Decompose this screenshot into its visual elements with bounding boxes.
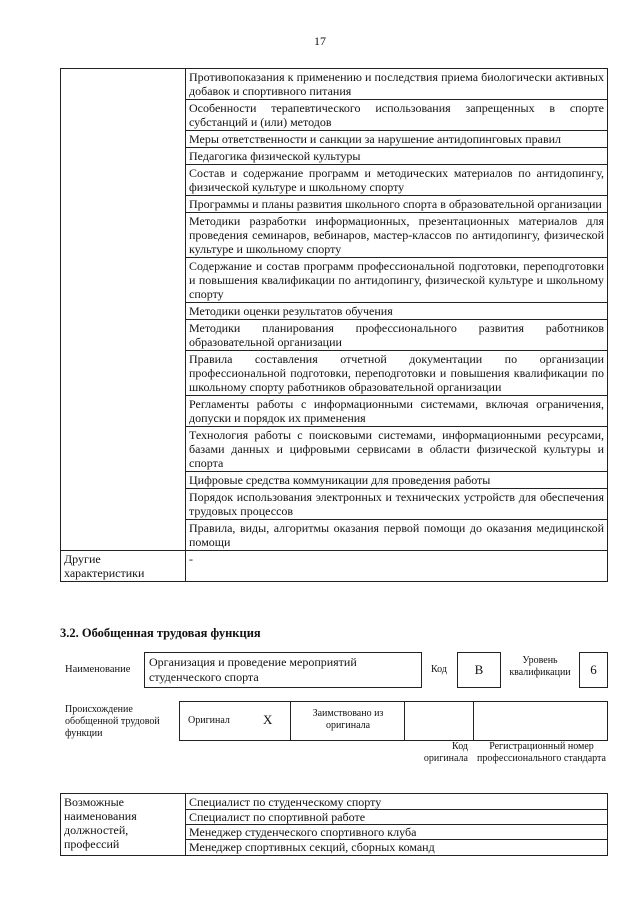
- positions-table: [60, 793, 608, 856]
- code-original-label: Код оригинала: [423, 741, 468, 764]
- origin-label: Происхождение обобщенной трудовой функции: [65, 704, 160, 739]
- original-mark: X: [263, 712, 273, 727]
- other-value: -: [186, 551, 608, 582]
- naming-value: Организация и проведение мероприятий студенческого спорта: [144, 652, 422, 688]
- position-item: Специалист по спортивной работе: [186, 810, 607, 825]
- other-label: Другие характеристики: [61, 551, 186, 582]
- knowledge-table: [60, 68, 608, 582]
- knowledge-item: Правила составления отчетной документации по организации профессиональной подготовки, переподготовки и повышения квалификации по школьному спорту работников образовательной организации: [186, 351, 608, 396]
- naming-row: [60, 652, 608, 690]
- level-label: Уровень квалификации: [509, 655, 571, 678]
- borrowed-label: Заимствовано из оригинала: [312, 708, 384, 731]
- knowledge-item: Правила, виды, алгоритмы оказания первой помощи до оказания медицинской помощи: [186, 520, 608, 551]
- knowledge-item: Методики разработки информационных, презентационных материалов для проведения семинаров, вебинаров, мастер-классов по антидопингу, физической культуре и школьному спорту: [186, 213, 608, 258]
- knowledge-item: Программы и планы развития школьного спорта в образовательной организации: [186, 196, 608, 213]
- original-label: Оригинал: [188, 715, 230, 726]
- code-label: Код: [431, 664, 447, 675]
- knowledge-item: Состав и содержание программ и методических материалов по антидопингу, физической культуре и школьному спорту: [186, 165, 608, 196]
- knowledge-item: Противопоказания к применению и последствия приема биологически активных добавок и спортивного питания: [186, 69, 608, 100]
- knowledge-item: Регламенты работы с информационными системами, включая ограничения, допуски и порядок их применения: [186, 396, 608, 427]
- position-item: Менеджер спортивных секций, сборных команд: [189, 840, 435, 854]
- knowledge-item: Особенности терапевтического использования запрещенных в спорте субстанций и (или) методов: [186, 100, 608, 131]
- positions-list: [186, 794, 608, 856]
- position-item: Менеджер студенческого спортивного клуба: [186, 825, 607, 840]
- knowledge-item: Порядок использования электронных и технических устройств для обеспечения трудовых процессов: [186, 489, 608, 520]
- knowledge-item: Цифровые средства коммуникации для проведения работы: [186, 472, 608, 489]
- origin-row: [60, 701, 608, 781]
- origin-box: [179, 701, 405, 741]
- page-number: 17: [314, 34, 326, 48]
- section-title: 3.2. Обобщенная трудовая функция: [60, 626, 261, 640]
- knowledge-item: Методики оценки результатов обучения: [186, 303, 608, 320]
- knowledge-item: Меры ответственности и санкции за нарушение антидопинговых правил: [186, 131, 608, 148]
- code-value: B: [457, 652, 501, 688]
- reg-number-box: [473, 701, 608, 741]
- level-value: 6: [579, 652, 608, 688]
- reg-number-label: Регистрационный номер профессионального стандарта: [477, 741, 606, 764]
- knowledge-item: Педагогика физической культуры: [186, 148, 608, 165]
- knowledge-item: Технология работы с поисковыми системами, информационными ресурсами, базами данных и цифровыми сервисами в области физической культуры и спорта: [186, 427, 608, 472]
- origin-divider: [290, 702, 291, 740]
- positions-label: Возможные наименования должностей, профессий: [61, 794, 186, 856]
- knowledge-item: Содержание и состав программ профессиональной подготовки, переподготовки и повышения квалификации по антидопингу, физической культуре и школьному спорту: [186, 258, 608, 303]
- knowledge-left-cell: [61, 69, 186, 551]
- other-row: [61, 551, 608, 582]
- position-item: Специалист по студенческому спорту: [186, 795, 607, 810]
- knowledge-row: [61, 69, 608, 100]
- code-original-box: [404, 701, 474, 741]
- naming-label: Наименование: [65, 664, 131, 675]
- knowledge-item: Методики планирования профессионального развития работников образовательной организации: [186, 320, 608, 351]
